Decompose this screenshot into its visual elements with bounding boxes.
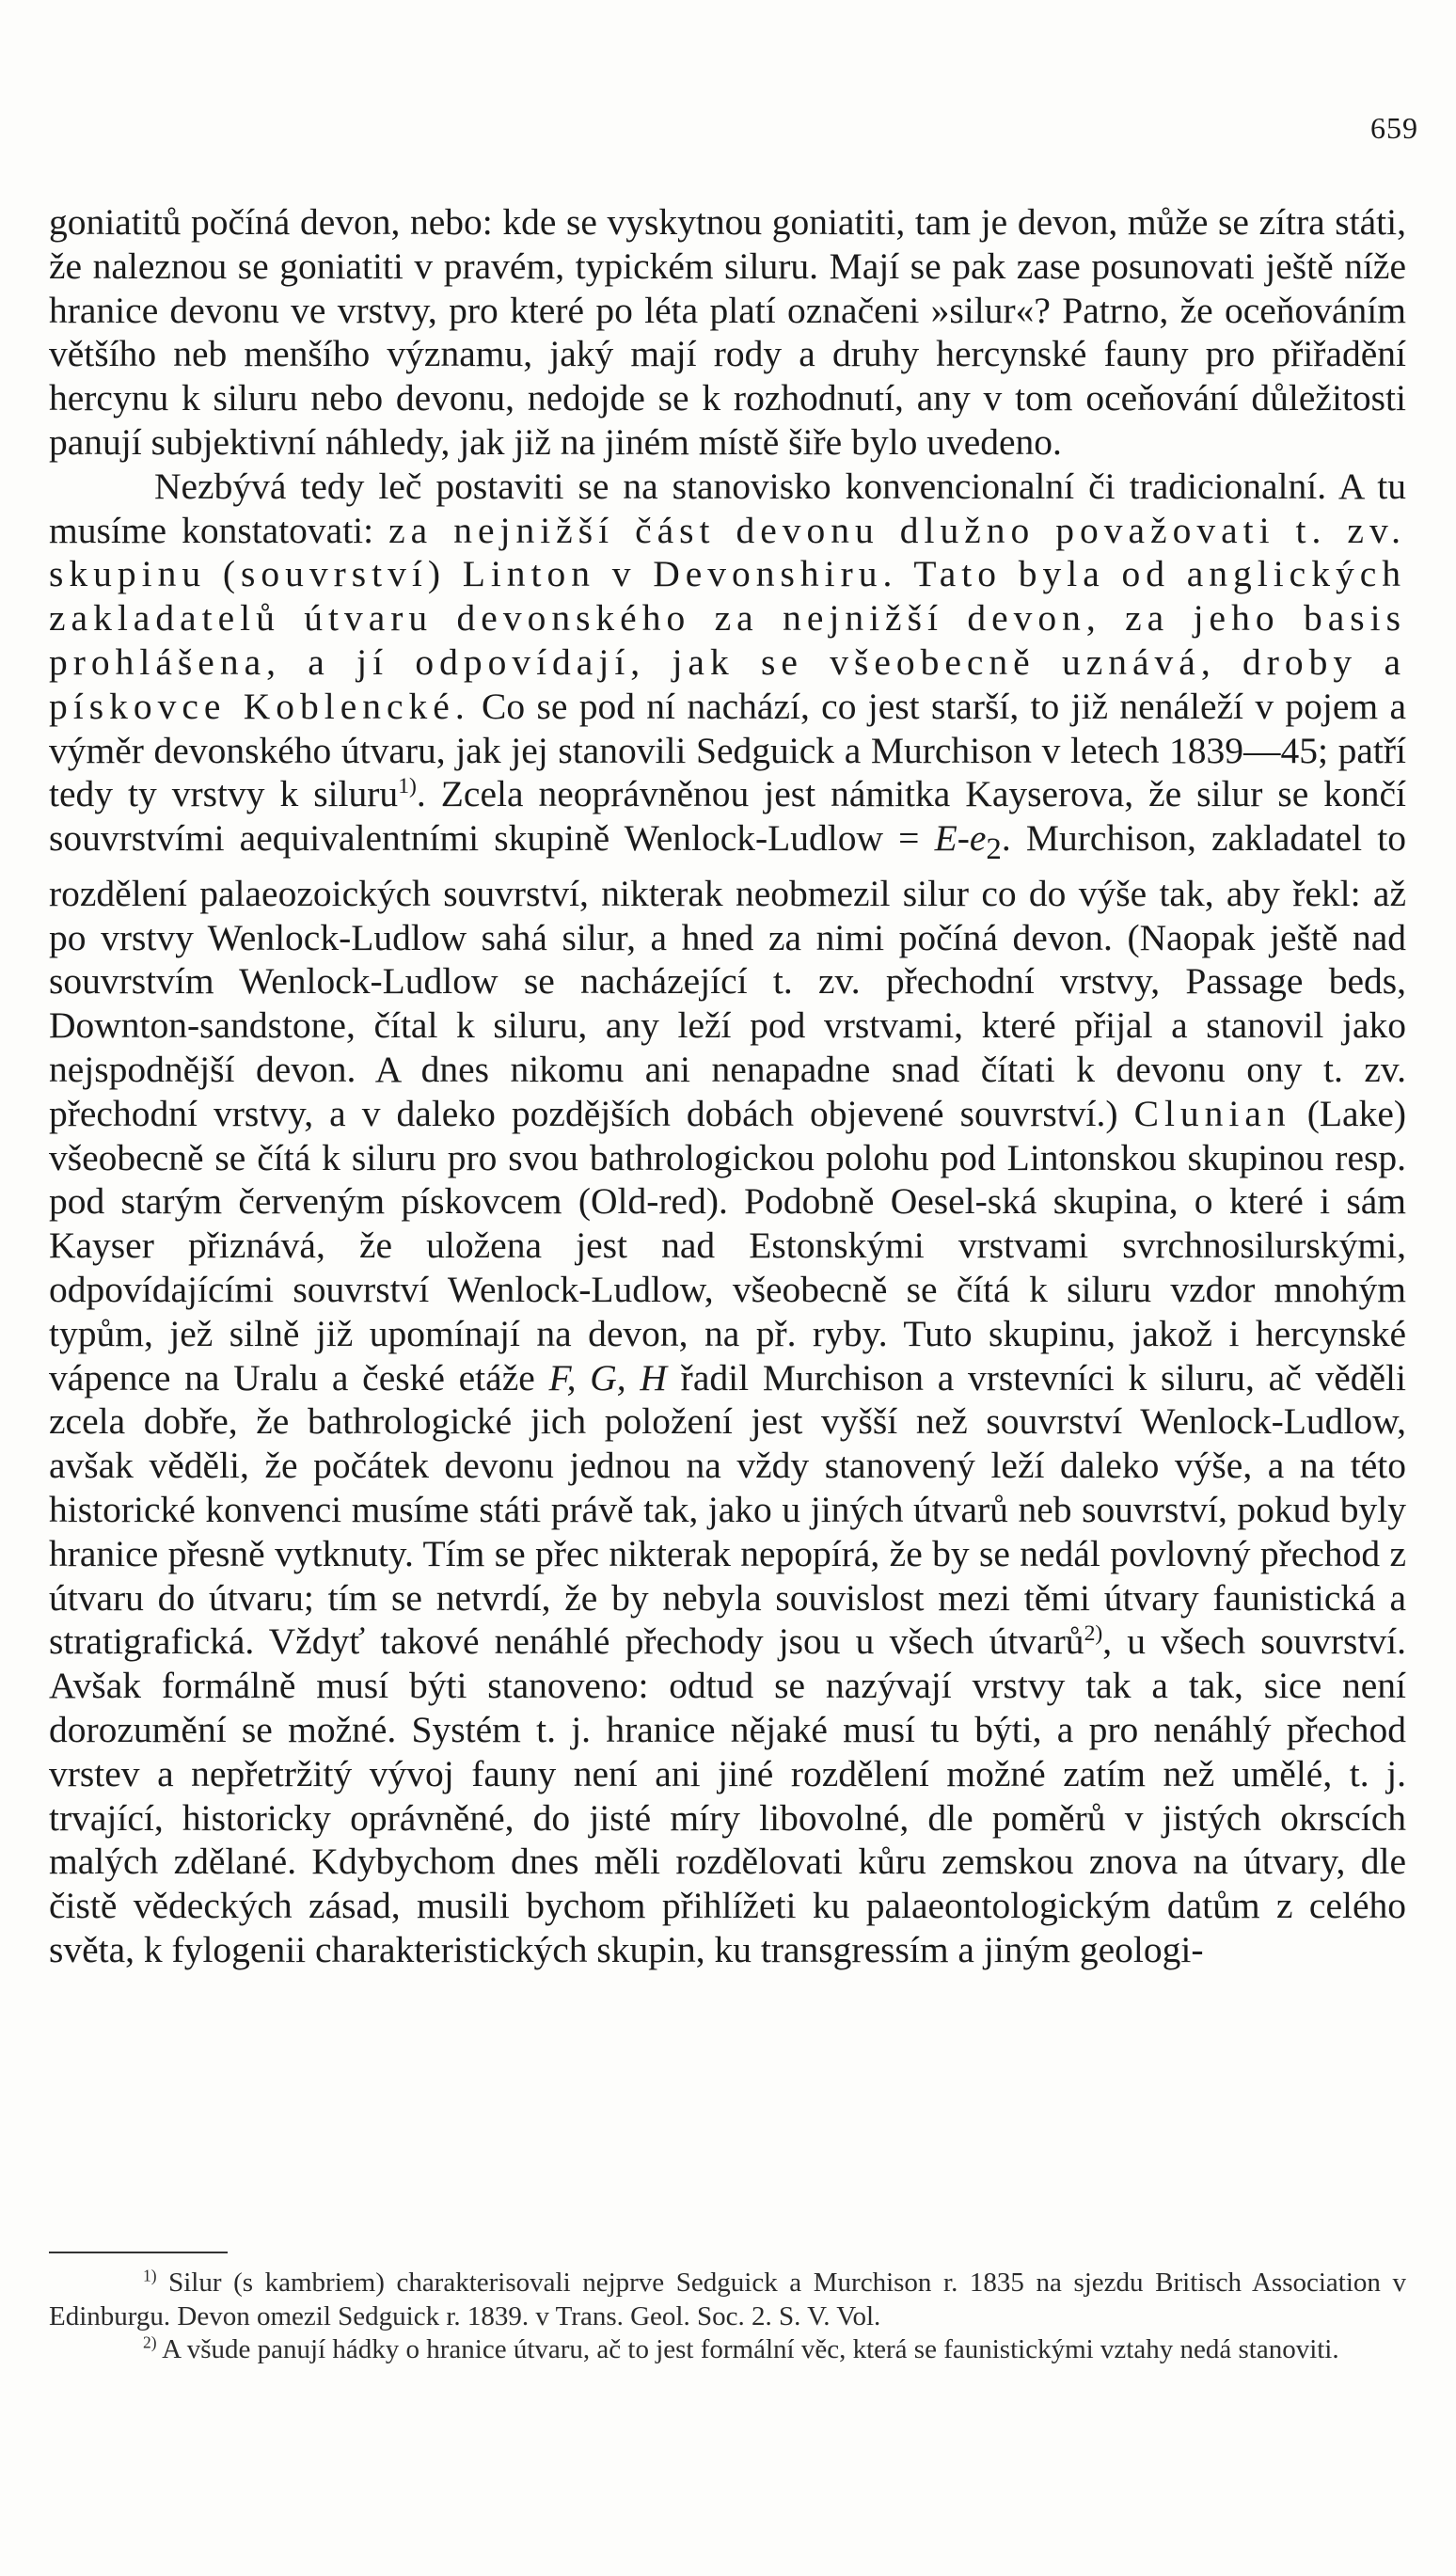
text-run: , u všech souvrství. Avšak formálně musí býti stanoveno: odtud se nazývají vrstvy tak a tak, sice není dorozumění se možné. Systém t. j. hranice nějaké musí tu býti, a pro nenáhlý přechod vrstev a nepřetržitý vývoj fauny není ani jiné rozdělení možné zatím než umělé, t. j. trvající, historicky oprávněné, do jisté míry libovolné, dle poměrů v jistých okrscích malých zdělané. Kdybychom dnes měli rozdělovati kůru zemskou znova na útvary, dle čistě vědeckých zásad, musili bychom přihlížeti ku palaeontologickým datům z celého světa, k fylogenii charakteristických skupin, ku transgressím a jiným geologi-: [49, 1620, 1406, 1970]
footnote-ref: 1): [398, 774, 417, 799]
subscript: 2: [986, 832, 1002, 867]
text-run: (Lake) všeobecně se čítá k siluru pro svou bathrologickou polohu pod Lintonskou skupinou resp. pod starým červeným pískovcem (Old-red). Podobně Oesel-ská skupina, o které i sám Kayser přiznává, že uložena jest nad Estonskými vrstvami svrchnosilurskými, odpovídajícími souvrství Wenlock-Ludlow, všeobecně se čítá k siluru vzdor mnohým typům, jež silně již upomínají na devon, na př. ryby. Tuto skupinu, jakož i hercynské vápence na Uralu a české etáže: [49, 1092, 1407, 1399]
text-run: . Murchison, zakladatel to rozdělení palaeozoických souvrství, nikterak neobmezil silur co do výše tak, aby řekl: až po vrstvy Wenlock-Ludlow sahá silur, a hned za nimi počíná devon. (Naopak ještě nad souvrstvím Wenlock-Ludlow se nacházející t. zv. přechodní vrstvy, Passage beds, Downton-sandstone, čítal k siluru, any leží pod vrstvami, které přijal a stanovil jako nejspodnější devon. A dnes nikomu ani nenapadne snad čítati k devonu ony t. zv. přechodní vrstvy, a v daleko pozdějších dobách objevené souvrství.): [49, 817, 1406, 1134]
paragraph: [49, 465, 1406, 1972]
emphasis-run: Clunian: [1133, 1092, 1291, 1134]
paragraph: [49, 200, 1406, 465]
footnote-divider: [49, 2252, 228, 2253]
italic-run: E-e: [934, 817, 987, 860]
text-run: Nezbývá tedy leč postaviti se na stanovisko konvencionalní či tradicionalní. A tu musíme konstatovati:: [49, 465, 1406, 551]
text-run: goniatitů počíná devon, nebo: kde se vyskytnou goniatiti, tam je devon, může se zítra státi, že naleznou se goniatiti v pravém, typickém siluru. Mají se pak zase posunovati ještě níže hranice devonu ve vrstvy, pro které po léta platí označeni »silur«? Patrno, že oceňováním většího neb menšího významu, jaký mají rody a druhy hercynské fauny pro přiřadění hercynu k siluru nebo devonu, nedojde se k rozhodnutí, any v tom oceňování důležitosti panují subjektivní náhledy, jak již na jiném místě šiře bylo uvedeno.: [49, 201, 1406, 463]
page-number: 659: [1370, 111, 1418, 145]
italic-run: F, G, H: [548, 1356, 667, 1399]
text-run: . Zcela neoprávněnou jest námitka Kayserova, že silur se končí souvrstvími aequivalentními skupině Wenlock-Ludlow =: [49, 773, 1406, 860]
text-run: Silur (s kambriem) charakterisovali nejprve Sedguick a Murchison r. 1835 na sjezdu Britisch Association v Edinburgu. Devon omezil Sedguick r. 1839. v Trans. Geol. Soc. 2. S. V. Vol.: [49, 2268, 1406, 2331]
text-run: Co se pod ní nachází, co jest starší, to již nenáleží v pojem a výměr devonského útvaru, jak jej stanovili Sedguick a Murchison v letech 1839—45; patří tedy ty vrstvy k siluru: [49, 685, 1406, 815]
body-text: [49, 200, 1406, 1972]
emphasis-run: za nejnižší část devonu dlužno považovati t. zv. skupinu (souvrství) Linton v Devonshiru. Tato byla od anglických zakladatelů útvaru devonského za nejnižší devon, za jeho basis prohlášena, a jí odpovídají, jak se všeobecně uznává, droby a pískovce Koblencké.: [49, 509, 1406, 727]
footnote-ref: 2): [1084, 1621, 1103, 1647]
footnote: [49, 2333, 1406, 2367]
text-run: A všude panují hádky o hranice útvaru, ač to jest formální věc, která se faunistickými vztahy nedá stanoviti.: [156, 2334, 1339, 2364]
footnote: [49, 2267, 1406, 2333]
text-run: řadil Murchison a vrstevníci k siluru, ač věděli zcela dobře, že bathrologické jich položení jest vyšší než souvrství Wenlock-Ludlow, avšak věděli, že počátek devonu jednou na vždy stanovený leží daleko výše, a na této historické konvenci musíme státi právě tak, jako u jiných útvarů neb souvrství, pokud byly hranice přesně vytknuty. Tím se přec nikterak nepopírá, že by se nedál povlovný přechod z útvaru do útvaru; tím se netvrdí, že by nebyla souvislost mezi těmi útvary faunistická a stratigrafická. Vždyť takové nenáhlé přechody jsou u všech útvarů: [49, 1356, 1407, 1663]
footnote-ref: 1): [143, 2266, 157, 2285]
footnote-ref: 2): [143, 2332, 157, 2352]
footnotes: [49, 2267, 1406, 2367]
